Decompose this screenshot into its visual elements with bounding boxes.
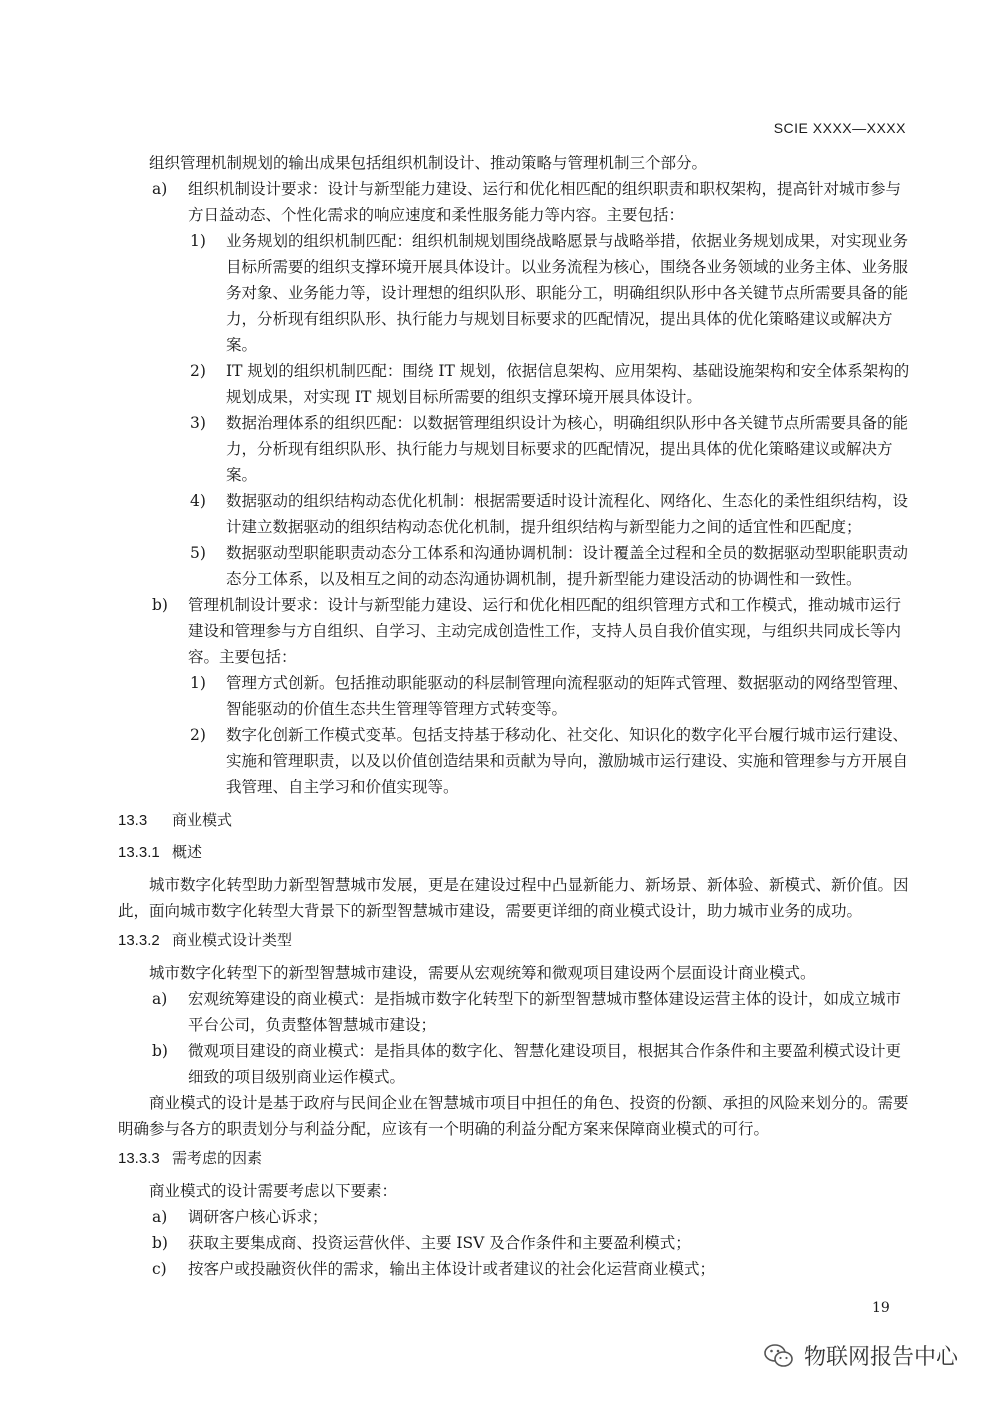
section-heading-13-3-1 — [118, 840, 910, 866]
section-heading-13-3-2 — [118, 928, 910, 954]
list-item — [118, 986, 910, 1038]
list-text: 微观项目建设的商业模式：是指具体的数字化、智慧化建设项目，根据其合作条件和主要盈利模式设计更细致的项目级别商业运作模式。 — [188, 1042, 902, 1086]
list-item-b — [118, 592, 910, 670]
list-label: b) — [152, 1234, 168, 1252]
section-number: 13.3.3 — [118, 1150, 160, 1167]
sublist-item — [118, 722, 910, 800]
list-text: 获取主要集成商、投资运营伙伴、主要 ISV 及合作条件和主要盈利模式； — [188, 1234, 691, 1252]
paragraph: 城市数字化转型下的新型智慧城市建设，需要从宏观统筹和微观项目建设两个层面设计商业模式。 — [149, 964, 816, 982]
list-label: b) — [152, 1042, 168, 1060]
document-code: SCIE XXXX—XXXX — [773, 120, 906, 136]
list-label: 4) — [190, 492, 206, 510]
section-heading-13-3 — [118, 808, 910, 834]
sublist-item — [118, 540, 910, 592]
list-text: 宏观统筹建设的商业模式：是指城市数字化转型下的新型智慧城市整体建设运营主体的设计，如成立城市平台公司，负责整体智慧城市建设； — [188, 990, 902, 1034]
section-number: 13.3.2 — [118, 932, 160, 949]
page-body — [118, 150, 910, 1282]
list-label: a) — [152, 1208, 168, 1226]
list-text: 数据驱动的组织结构动态优化机制：根据需要适时设计流程化、网络化、生态化的柔性组织结构，设计建立数据驱动的组织结构动态优化机制，提升组织结构与新型能力之间的适宜性和匹配度； — [226, 492, 909, 536]
section-number: 13.3 — [118, 812, 148, 829]
sublist-item — [118, 670, 910, 722]
paragraph: 商业模式的设计需要考虑以下要素： — [149, 1182, 398, 1200]
list-text: 组织机制设计要求：设计与新型能力建设、运行和优化相匹配的组织职责和职权架构，提高针对城市参与方日益动态、个性化需求的响应速度和柔性服务能力等内容。主要包括： — [188, 180, 902, 224]
list-item — [118, 1038, 910, 1090]
sublist-item — [118, 228, 910, 358]
section-title: 商业模式设计类型 — [172, 932, 293, 949]
sublist-item — [118, 410, 910, 488]
section-number: 13.3.1 — [118, 844, 160, 861]
list-text: IT 规划的组织机制匹配：围绕 IT 规划，依据信息架构、应用架构、基础设施架构和安全体系架构的规划成果，对实现 IT 规划目标所需要的组织支撑环境开展具体设计。 — [226, 362, 910, 406]
list-label: a) — [152, 180, 168, 198]
list-item-a — [118, 176, 910, 228]
list-text: 调研客户核心诉求； — [188, 1208, 328, 1226]
list-text: 按客户或投融资伙伴的需求，输出主体设计或者建议的社会化运营商业模式； — [188, 1260, 716, 1278]
list-text: 管理机制设计要求：设计与新型能力建设、运行和优化相匹配的组织管理方式和工作模式，推动城市运行建设和管理参与方自组织、自学习、主动完成创造性工作，支持人员自我价值实现，与组织共同成长等内容。主要包括： — [188, 596, 902, 666]
list-item — [118, 1204, 910, 1230]
section-title: 需考虑的因素 — [172, 1150, 263, 1167]
list-label: 3) — [190, 414, 206, 432]
list-label: 5) — [190, 544, 206, 562]
sublist-item — [118, 358, 910, 410]
paragraph: 商业模式的设计是基于政府与民间企业在智慧城市项目中担任的角色、投资的份额、承担的风险来划分的。需要明确参与各方的职责划分与利益分配，应该有一个明确的利益分配方案来保障商业模式的可行。 — [118, 1094, 909, 1138]
section-title: 商业模式 — [172, 812, 233, 829]
list-text: 数据治理体系的组织匹配：以数据管理组织设计为核心，明确组织队形中各关键节点所需要具备的能力，分析现有组织队形、执行能力与规划目标要求的匹配情况，提出具体的优化策略建议或解决方案。 — [226, 414, 909, 484]
sublist-item — [118, 488, 910, 540]
list-label: c) — [152, 1260, 167, 1278]
list-text: 业务规划的组织机制匹配：组织机制规划围绕战略愿景与战略举措，依据业务规划成果，对实现业务目标所需要的组织支撑环境开展具体设计。以业务流程为核心，围绕各业务领域的业务主体、业务服务对象、业务能力等，设计理想的组织队形、职能分工，明确组织队形中各关键节点所需要具备的能力，分析现有组织队形、执行能力与规划目标要求的匹配情况，提出具体的优化策略建议或解决方案。 — [226, 232, 909, 354]
wechat-icon — [764, 1343, 794, 1369]
list-item — [118, 1256, 910, 1282]
list-text: 数据驱动型职能职责动态分工体系和沟通协调机制：设计覆盖全过程和全员的数据驱动型职能职责动态分工体系，以及相互之间的动态沟通协调机制，提升新型能力建设活动的协调性和一致性。 — [226, 544, 909, 588]
list-item — [118, 1230, 910, 1256]
section-title: 概述 — [172, 844, 203, 861]
list-text: 管理方式创新。包括推动职能驱动的科层制管理向流程驱动的矩阵式管理、数据驱动的网络型管理、智能驱动的价值生态共生管理等管理方式转变等。 — [226, 674, 909, 718]
section-heading-13-3-3 — [118, 1146, 910, 1172]
paragraph: 城市数字化转型助力新型智慧城市发展，更是在建设过程中凸显新能力、新场景、新体验、新模式、新价值。因此，面向城市数字化转型大背景下的新型智慧城市建设，需要更详细的商业模式设计，助力城市业务的成功。 — [118, 876, 909, 920]
intro-paragraph: 组织管理机制规划的输出成果包括组织机制设计、推动策略与管理机制三个部分。 — [149, 154, 708, 172]
list-label: 2) — [190, 362, 206, 380]
page-number: 19 — [872, 1300, 890, 1316]
watermark-text: 物联网报告中心 — [804, 1345, 959, 1370]
list-text: 数字化创新工作模式变革。包括支持基于移动化、社交化、知识化的数字化平台履行城市运行建设、实施和管理职责，以及以价值创造结果和贡献为导向，激励城市运行建设、实施和管理参与方开展自我管理、自主学习和价值实现等。 — [226, 726, 909, 796]
watermark — [764, 1340, 958, 1371]
list-label: a) — [152, 990, 168, 1008]
list-label: 1) — [190, 232, 206, 250]
list-label: 1) — [190, 674, 206, 692]
list-label: 2) — [190, 726, 206, 744]
list-label: b) — [152, 596, 168, 614]
